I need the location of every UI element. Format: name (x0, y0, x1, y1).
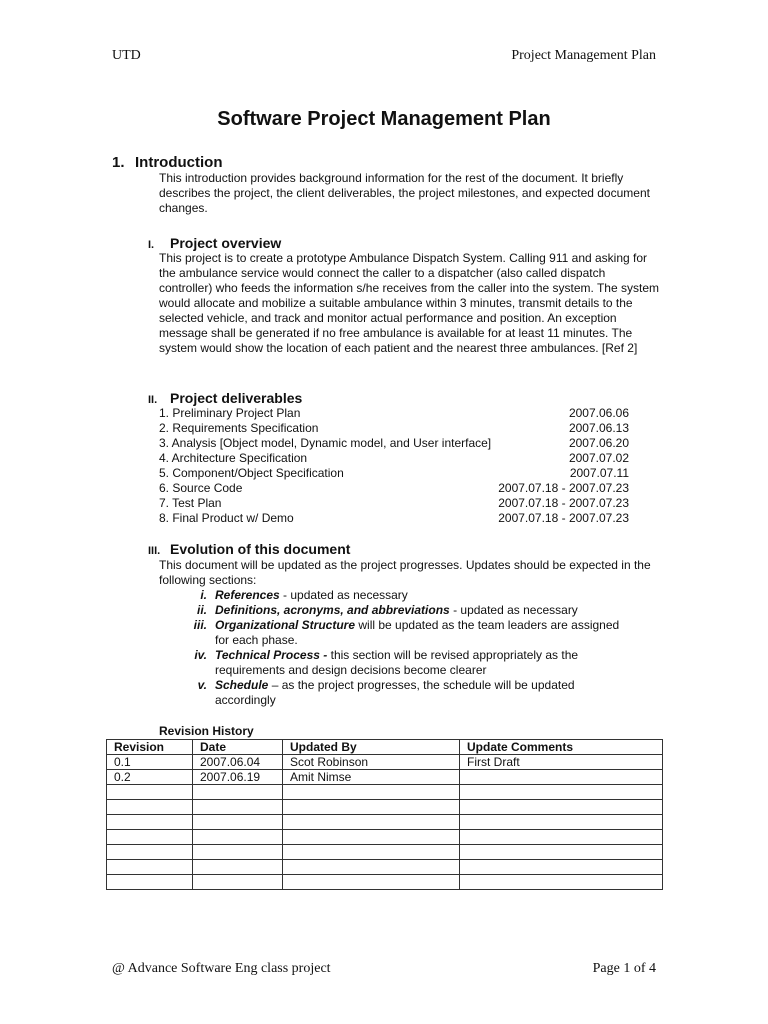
deliverable-name: 7. Test Plan (159, 496, 222, 510)
deliverable-date: 2007.06.13 (568, 421, 629, 435)
table-cell: 2007.06.04 (193, 755, 283, 770)
running-footer (112, 961, 656, 977)
deliverable-date: 2007.07.18 - 2007.07.23 (498, 496, 629, 510)
subsection-title: Evolution of this document (170, 541, 351, 557)
item-text (215, 603, 629, 618)
subsection-heading-deliverables (148, 390, 302, 406)
subsection-heading-overview (148, 235, 281, 251)
item-numeral: ii. (196, 603, 207, 617)
deliverable-date: 2007.06.06 (568, 406, 629, 420)
column-header: Update Comments (460, 740, 663, 755)
deliverable-item (159, 406, 629, 421)
header-right: Project Management Plan (511, 48, 656, 63)
table-cell (283, 875, 460, 890)
item-text (215, 618, 629, 648)
table-cell (193, 785, 283, 800)
table-cell: Scot Robinson (283, 755, 460, 770)
section-name: Technical Process - (215, 648, 328, 662)
table-cell (460, 800, 663, 815)
header-left: UTD (112, 48, 141, 63)
item-text (215, 588, 629, 603)
table-row (107, 785, 663, 800)
table-cell (107, 785, 193, 800)
table-row (107, 800, 663, 815)
subsection-title: Project overview (170, 235, 282, 251)
table-row (107, 815, 663, 830)
table-cell (460, 815, 663, 830)
item-numeral: iv. (194, 648, 207, 662)
deliverable-name: 5. Component/Object Specification (159, 466, 344, 480)
table-cell (283, 785, 460, 800)
deliverable-item (159, 466, 629, 481)
table-cell (107, 860, 193, 875)
table-cell (283, 830, 460, 845)
table-cell (193, 860, 283, 875)
table-cell: 2007.06.19 (193, 770, 283, 785)
update-note: - updated as necessary (279, 588, 408, 602)
section-update-item (159, 618, 629, 648)
subsection-heading-evolution (148, 541, 350, 557)
table-cell: Amit Nimse (283, 770, 460, 785)
deliverable-date: 2007.07.02 (568, 451, 629, 465)
table-cell (460, 830, 663, 845)
table-row (107, 755, 663, 770)
section-update-item (159, 603, 629, 618)
subsection-numeral: III. (148, 545, 161, 557)
update-note: - updated as necessary (449, 603, 578, 617)
section-name: Schedule (215, 678, 269, 692)
update-note: – as the project progresses, the schedule will be updated accordingly (215, 678, 575, 707)
table-cell (283, 800, 460, 815)
column-header: Updated By (283, 740, 460, 755)
overview-text: This project is to create a prototype Ambulance Dispatch System. Calling 911 and asking for the ambulance service would connect the caller to a dispatcher (also called dispatch controller) who feeds the information s/he receives from the caller into the system. The system would allocate and mobilize a suitable ambulance within 3 minutes, transmit details to the selected vehicle, and track and monitor actual performance and position. An exception message shall be generated if no free ambulance is available for at least 11 minutes. The system would show the location of each patient and the nearest three ambulances. [Ref 2] (159, 251, 659, 355)
deliverable-date: 2007.07.18 - 2007.07.23 (498, 511, 629, 525)
item-numeral: v. (197, 678, 207, 692)
deliverable-item (159, 496, 629, 511)
item-numeral: iii. (193, 618, 207, 632)
item-text (215, 648, 629, 678)
subsection-numeral: II. (148, 394, 158, 406)
table-row (107, 875, 663, 890)
deliverable-item (159, 436, 629, 451)
section-update-item (159, 588, 629, 603)
deliverable-name: 2. Requirements Specification (159, 421, 319, 435)
column-header: Revision (107, 740, 193, 755)
table-cell (460, 875, 663, 890)
evolution-text: This document will be updated as the project progresses. Updates should be expected in the following sections: (159, 558, 651, 587)
section-heading-introduction (112, 154, 222, 171)
table-cell (460, 770, 663, 785)
table-cell (107, 800, 193, 815)
table-cell (193, 845, 283, 860)
table-cell (107, 830, 193, 845)
deliverable-name: 1. Preliminary Project Plan (159, 406, 301, 420)
table-cell (193, 830, 283, 845)
section-name: References (215, 588, 280, 602)
table-cell (460, 845, 663, 860)
section-number: 1. (112, 154, 125, 171)
deliverable-item (159, 481, 629, 496)
table-cell (107, 815, 193, 830)
deliverable-item (159, 511, 629, 526)
section-name: Organizational Structure (215, 618, 356, 632)
table-row (107, 845, 663, 860)
introduction-text: This introduction provides background information for the rest of the document. It briefly describes the project, the client deliverables, the project milestones, and expected document changes. (159, 171, 650, 215)
deliverable-name: 6. Source Code (159, 481, 243, 495)
table-cell: 0.2 (107, 770, 193, 785)
table-cell (107, 875, 193, 890)
table-cell (283, 815, 460, 830)
table-cell (193, 800, 283, 815)
document-title: Software Project Management Plan (217, 108, 551, 130)
table-cell (460, 860, 663, 875)
deliverable-date: 2007.06.20 (568, 436, 629, 450)
item-numeral: i. (200, 588, 207, 602)
deliverables-list (159, 406, 629, 526)
section-update-item (159, 648, 629, 678)
section-name: Definitions, acronyms, and abbreviations (215, 603, 450, 617)
running-header (112, 48, 656, 64)
section-update-item (159, 678, 629, 708)
section-title: Introduction (135, 154, 223, 171)
deliverable-date: 2007.07.18 - 2007.07.23 (498, 481, 629, 495)
table-cell (460, 785, 663, 800)
deliverable-item (159, 421, 629, 436)
table-cell (283, 860, 460, 875)
table-cell (193, 875, 283, 890)
deliverable-item (159, 451, 629, 466)
updated-sections-list (159, 588, 629, 708)
revision-history-caption: Revision History (159, 724, 254, 738)
subsection-title: Project deliverables (170, 390, 303, 406)
table-cell: First Draft (460, 755, 663, 770)
table-row (107, 770, 663, 785)
deliverable-name: 4. Architecture Specification (159, 451, 308, 465)
table-header-row (107, 740, 663, 755)
table-cell: 0.1 (107, 755, 193, 770)
deliverable-name: 3. Analysis [Object model, Dynamic model, and User interface] (159, 436, 492, 450)
table-row (107, 830, 663, 845)
update-note: will be updated as the team leaders are assigned for each phase. (215, 618, 620, 647)
footer-left: @ Advance Software Eng class project (112, 961, 331, 976)
table-cell (107, 845, 193, 860)
update-note: this section will be revised appropriately as the requirements and design decisions become clearer (215, 648, 579, 677)
column-header: Date (193, 740, 283, 755)
subsection-numeral: I. (148, 239, 155, 251)
page-number: Page 1 of 4 (592, 961, 656, 976)
deliverable-name: 8. Final Product w/ Demo (159, 511, 294, 525)
table-cell (283, 845, 460, 860)
table-row (107, 860, 663, 875)
deliverable-date: 2007.07.11 (569, 466, 629, 480)
revision-history-table (106, 739, 663, 890)
item-text (215, 678, 629, 708)
table-cell (193, 815, 283, 830)
